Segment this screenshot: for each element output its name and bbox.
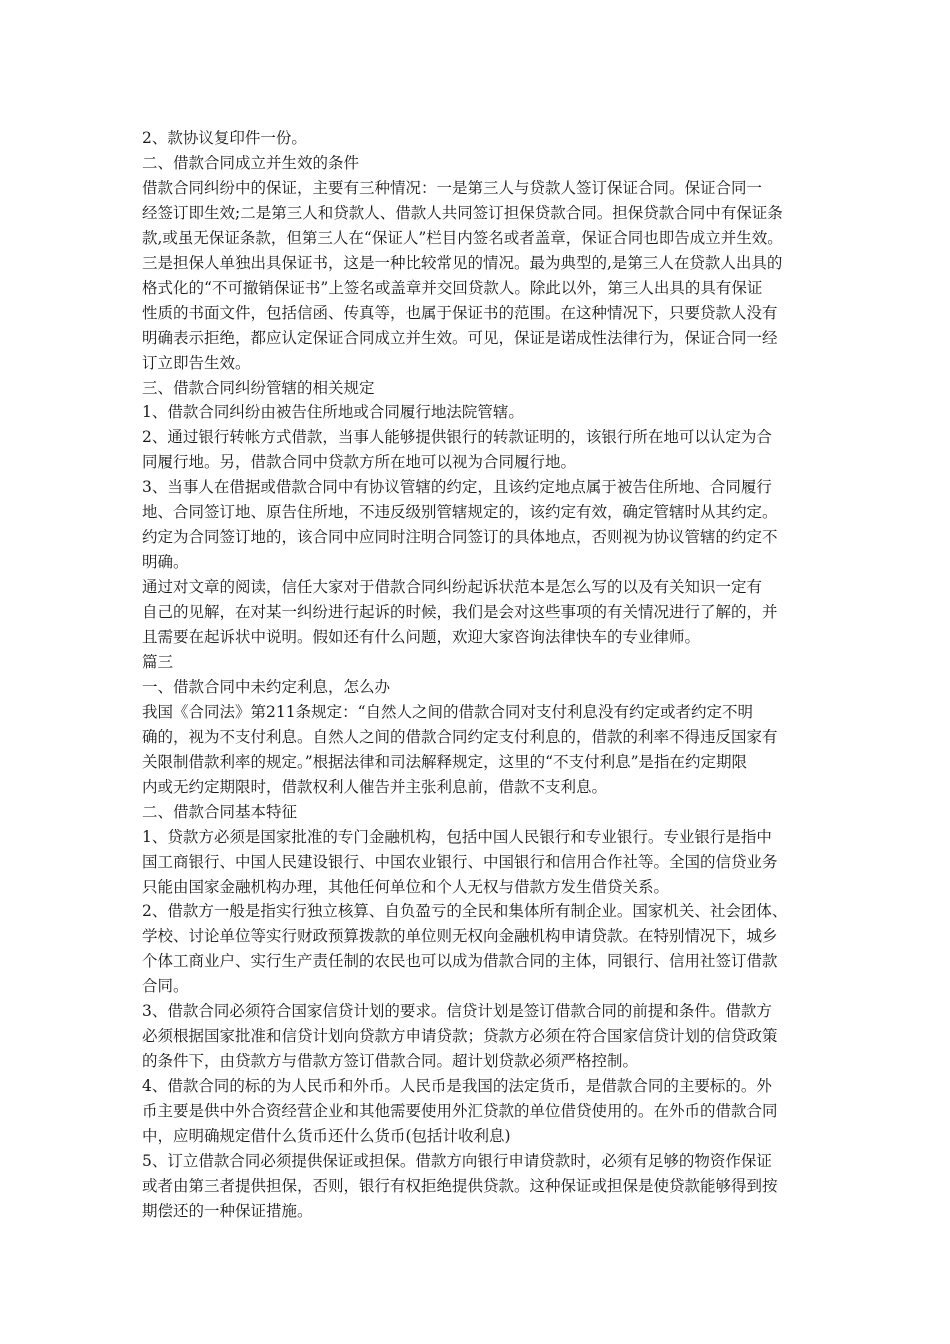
text-line: 我国《合同法》第211条规定：“自然人之间的借款合同对支付利息没有约定或者约定不明: [142, 702, 754, 721]
text-line: 通过对文章的阅读，信任大家对于借款合同纠纷起诉状范本是怎么写的以及有关知识一定有: [142, 578, 763, 597]
text-line: 必须根据国家批准和信贷计划向贷款方申请贷款；贷款方必须在符合国家信贷计划的信贷政策: [142, 1027, 778, 1046]
text-line: 3、当事人在借据或借款合同中有协议管辖的约定，且该约定地点属于被告住所地、合同履行: [142, 478, 772, 497]
text-line: 借款合同纠纷中的保证，主要有三种情况：一是第三人与贷款人签订保证合同。保证合同一: [142, 178, 763, 197]
text-line: 合同。: [142, 977, 189, 996]
text-line: 格式化的“不可撤销保证书”上签名或盖章并交回贷款人。除此以外，第三人出具的具有保证: [142, 278, 763, 297]
text-line: 3、借款合同必须符合国家信贷计划的要求。信贷计划是签订借款合同的前提和条件。借款方: [142, 1002, 772, 1021]
text-line: 明确表示拒绝，都应认定保证合同成立并生效。可见，保证是诺成性法律行为，保证合同一经: [142, 328, 778, 347]
text-line: 个体工商业户、实行生产责任制的农民也可以成为借款合同的主体，同银行、信用社签订借款: [142, 952, 778, 971]
text-line: 确的，视为不支付利息。自然人之间的借款合同约定支付利息的，借款的利率不得违反国家有: [142, 727, 778, 746]
text-line: 款,或虽无保证条款，但第三人在“保证人”栏目内签名或者盖章，保证合同也即告成立并生效。: [142, 228, 783, 247]
text-line: 2、款协议复印件一份。: [142, 129, 307, 147]
text-line: 约定为合同签订地的，该合同中应同时注明合同签订的具体地点，否则视为协议管辖的约定不: [142, 528, 778, 547]
text-line: 学校、讨论单位等实行财政预算拨款的单位则无权向金融机构申请贷款。在特别情况下，城乡: [142, 927, 778, 946]
text-line: 2、通过银行转帐方式借款，当事人能够提供银行的转款证明的，该银行所在地可以认定为合: [142, 428, 772, 447]
text-line: 的条件下，由贷款方与借款方签订借款合同。超计划贷款必须严格控制。: [142, 1052, 639, 1071]
text-line: 1、贷款方必须是国家批准的专门金融机构，包括中国人民银行和专业银行。专业银行是指中: [142, 827, 772, 846]
text-line: 或者由第三者提供担保，否则，银行有权拒绝提供贷款。这种保证或担保是使贷款能够得到按: [142, 1176, 778, 1195]
text-line: 关限制借款利率的规定。”根据法律和司法解释规定，这里的“不支付利息”是指在约定期限: [142, 752, 748, 771]
text-line: 地、合同签订地、原告住所地，不违反级别管辖规定的，该约定有效，确定管辖时从其约定。: [142, 503, 778, 522]
text-line: 自己的见解，在对某一纠纷进行起诉的时候，我们是会对这些事项的有关情况进行了解的，并: [142, 603, 778, 622]
text-line: 国工商银行、中国人民建设银行、中国农业银行、中国银行和信用合作社等。全国的信贷业务: [142, 852, 778, 871]
text-line: 三、借款合同纠纷管辖的相关规定: [142, 378, 375, 397]
text-line: 二、借款合同成立并生效的条件: [142, 153, 360, 172]
text-line: 性质的书面文件，包括信函、传真等，也属于保证书的范围。在这种情况下，只要贷款人没有: [142, 303, 778, 322]
text-line: 经签订即生效;二是第三人和贷款人、借款人共同签订担保贷款合同。担保贷款合同中有保证条: [142, 203, 783, 222]
text-line: 1、借款合同纠纷由被告住所地或合同履行地法院管辖。: [142, 403, 524, 422]
text-line: 二、借款合同基本特征: [142, 802, 298, 821]
text-line: 订立即告生效。: [142, 353, 251, 372]
text-line: 2、借款方一般是指实行独立核算、自负盈亏的全民和集体所有制企业。国家机关、社会团体、: [142, 902, 788, 921]
text-line: 内或无约定期限时，借款权利人催告并主张利息前，借款不支利息。: [142, 777, 608, 796]
text-line: 只能由国家金融机构办理，其他任何单位和个人无权与借款方发生借贷关系。: [142, 877, 670, 896]
text-line: 一、借款合同中未约定利息，怎么办: [142, 677, 391, 696]
text-line: 4、借款合同的标的为人民币和外币。人民币是我国的法定货币，是借款合同的主要标的。外: [142, 1077, 772, 1096]
text-line: 三是担保人单独出具保证书，这是一种比较常见的情况。最为典型的,是第三人在贷款人出具的: [142, 253, 783, 272]
text-line: 5、订立借款合同必须提供保证或担保。借款方向银行申请贷款时，必须有足够的物资作保证: [142, 1151, 772, 1170]
text-line: 中，应明确规定借什么货币还什么货币(包括计收利息): [142, 1127, 511, 1145]
text-line: 同履行地。另，借款合同中贷款方所在地可以视为合同履行地。: [142, 453, 577, 472]
text-line: 篇三: [142, 652, 174, 671]
text-line: 期偿还的一种保证措施。: [142, 1201, 313, 1220]
text-line: 明确。: [142, 553, 189, 572]
text-line: 且需要在起诉状中说明。假如还有什么问题，欢迎大家咨询法律快车的专业律师。: [142, 628, 701, 646]
text-line: 币主要是供中外合资经营企业和其他需要使用外汇贷款的单位借贷使用的。在外币的借款合同: [142, 1102, 778, 1121]
